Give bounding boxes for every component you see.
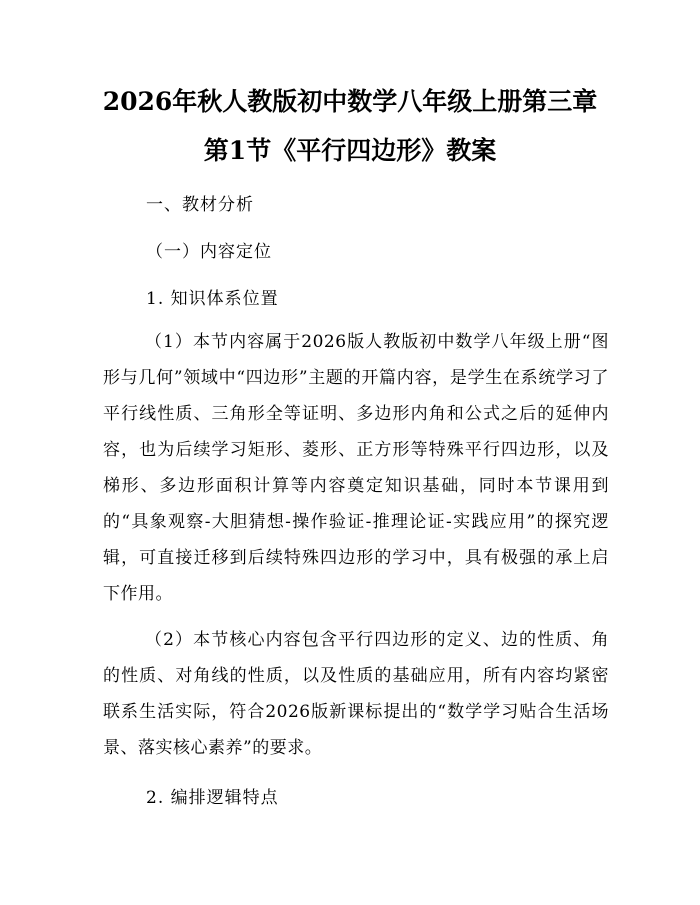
document-title-line1: 2026年秋人教版初中数学八年级上册第三章 xyxy=(102,87,598,116)
paragraph-core-content: （2）本节核心内容包含平行四边形的定义、边的性质、角的性质、对角线的性质，以及性质的基础应用，所有内容均紧密联系生活实际，符合2026版新课标提出的“数学学习贴合生活场景、落实核心素养”的要求。 xyxy=(103,630,609,758)
paragraph-content-position: （1）本节内容属于2026版人教版初中数学八年级上册“图形与几何”领域中“四边形”主题的开篇内容，是学生在系统学习了平行线性质、三角形全等证明、多边形内角和公式之后的延伸内容，也为后续学习矩形、菱形、正方形等特殊平行四边形，以及梯形、多边形面积计算等内容奠定知识基础，同时本节课用到的“具象观察-大胆猜想-操作验证-推理论证-实践应用”的探究逻辑，可直接迁移到后续特殊四边形的学习中，具有极强的承上启下作用。 xyxy=(103,332,609,604)
section-heading-textbook-analysis: 一、教材分析 xyxy=(146,195,254,215)
item-heading-arrangement-logic: 2. 编排逻辑特点 xyxy=(146,788,279,808)
subsection-heading-content-positioning: （一）内容定位 xyxy=(146,242,272,262)
document-title-line2: 第1节《平行四边形》教案 xyxy=(203,136,497,165)
item-heading-knowledge-system: 1. 知识体系位置 xyxy=(146,289,279,309)
